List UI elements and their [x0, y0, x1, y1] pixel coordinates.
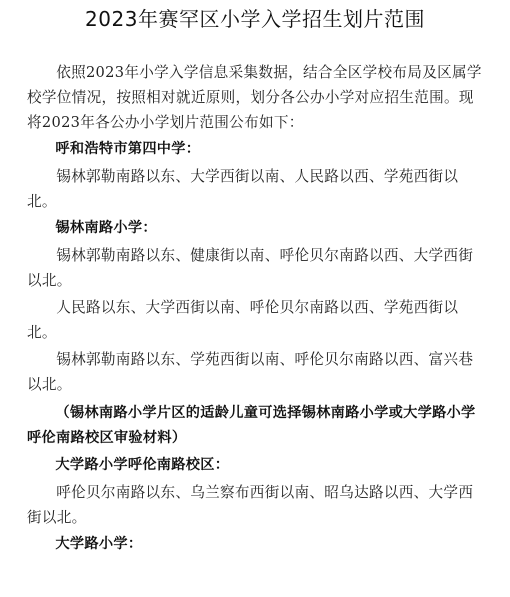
section-paragraph: 人民路以东、大学西街以南、呼伦贝尔南路以西、学苑西街以北。 — [27, 299, 459, 341]
section-paragraph: 呼伦贝尔南路以东、乌兰察布西街以南、昭乌达路以西、大学西街以北。 — [27, 484, 474, 526]
section-heading-daxue-hulun-campus: 大学路小学呼伦南路校区： — [55, 457, 230, 473]
section-heading-school-4: 呼和浩特市第四中学： — [55, 141, 201, 157]
section-note: （锡林南路小学片区的适龄儿童可选择锡林南路小学或大学路小学呼伦南路校区审验材料） — [27, 405, 476, 446]
document-body — [27, 60, 484, 559]
section-paragraph: 锡林郭勒南路以东、大学西街以南、人民路以西、学苑西街以北。 — [27, 168, 459, 210]
section-heading-xilin-south: 锡林南路小学： — [55, 220, 157, 236]
intro-paragraph: 依照2023年小学入学信息采集数据，结合全区学校布局及区属学校学位情况，按照相对就近原则，划分各公办小学对应招生范围。现将2023年各公办小学划片范围公布如下： — [27, 64, 482, 131]
document-title: 2023年赛罕区小学入学招生划片范围 — [85, 7, 425, 31]
section-heading-daxue-road: 大学路小学： — [55, 536, 143, 552]
section-paragraph: 锡林郭勒南路以东、学苑西街以南、呼伦贝尔南路以西、富兴巷以北。 — [27, 351, 474, 393]
section-paragraph: 锡林郭勒南路以东、健康街以南、呼伦贝尔南路以西、大学西街以北。 — [27, 247, 474, 289]
